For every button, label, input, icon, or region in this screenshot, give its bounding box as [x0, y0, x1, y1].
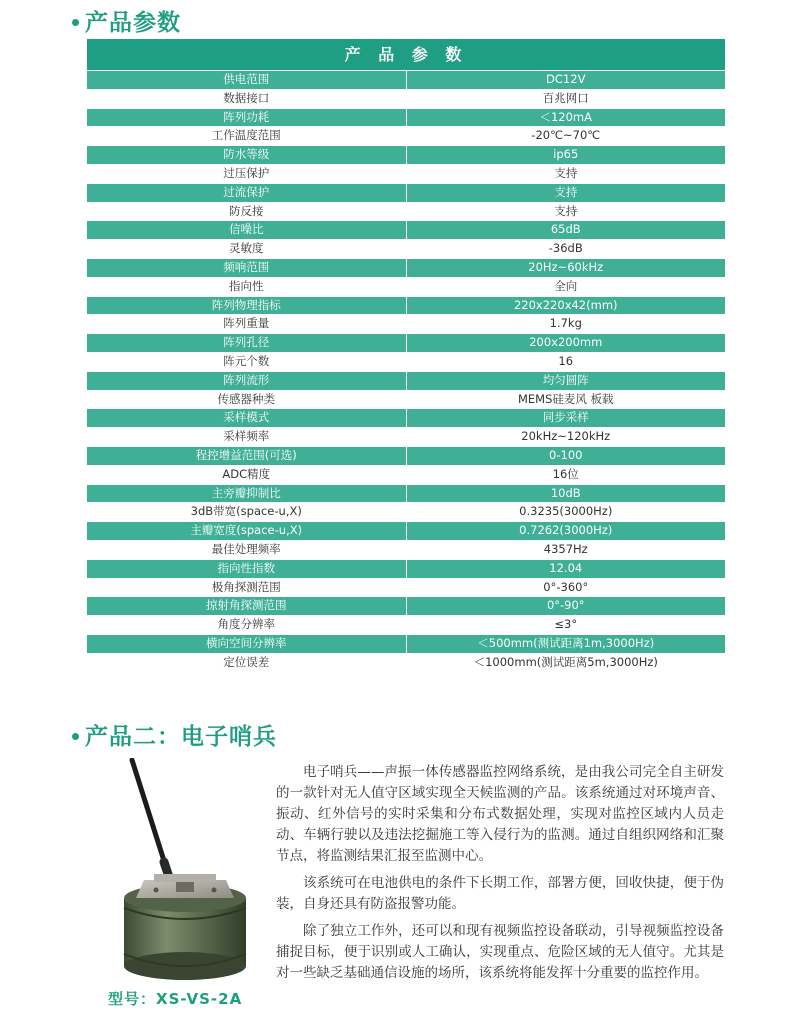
section-title-text: 产品参数 [85, 10, 181, 36]
param-name-cell: 灵敏度 [87, 240, 407, 259]
table-row [87, 484, 726, 503]
table-row [87, 71, 726, 90]
param-name-cell: 信噪比 [87, 221, 407, 240]
param-value-cell: ip65 [406, 146, 726, 165]
table-row [87, 352, 726, 371]
param-value-cell: 0°-360° [406, 578, 726, 597]
description-paragraph-1: 电子哨兵——声振一体传感器监控网络系统，是由我公司完全自主研发的一款针对无人值守区域实现全天候监测的产品。该系统通过对环境声音、振动、红外信号的实时采集和分布式数据处理，实现对监控区域内人员走动、车辆行驶以及违法挖掘施工等入侵行为的监测。通过自组织网络和汇聚节点，将监测结果汇报至监测中心。 [276, 764, 724, 864]
table-row [87, 183, 726, 202]
param-name-cell: 阵列物理指标 [87, 296, 407, 315]
param-name-cell: 防水等级 [87, 146, 407, 165]
param-name-cell: 最佳处理频率 [87, 540, 407, 559]
param-name-cell: 采样模式 [87, 409, 407, 428]
table-row [87, 277, 726, 296]
param-value-cell: 200x200mm [406, 334, 726, 353]
table-row [87, 89, 726, 108]
param-value-cell: -36dB [406, 240, 726, 259]
description-paragraph-2: 该系统可在电池供电的条件下长期工作，部署方便，回收快捷，便于伪装，自身还具有防盗报警功能。 [276, 875, 724, 912]
param-value-cell: 全向 [406, 277, 726, 296]
table-row [87, 240, 726, 259]
section-title-product-two [72, 718, 277, 751]
param-value-cell: 4357Hz [406, 540, 726, 559]
param-value-cell: 0°-90° [406, 597, 726, 616]
table-row [87, 334, 726, 353]
table-row [87, 540, 726, 559]
table-row [87, 258, 726, 277]
param-value-cell: ＜120mA [406, 108, 726, 127]
param-value-cell: 同步采样 [406, 409, 726, 428]
table-row [87, 522, 726, 541]
param-name-cell: 指向性 [87, 277, 407, 296]
param-value-cell: 20kHz~120kHz [406, 428, 726, 447]
product-description [276, 762, 724, 990]
table-row [87, 446, 726, 465]
param-value-cell: 220x220x42(mm) [406, 296, 726, 315]
param-name-cell: 频响范围 [87, 258, 407, 277]
param-name-cell: 横向空间分辨率 [87, 634, 407, 653]
param-value-cell: 0.7262(3000Hz) [406, 522, 726, 541]
param-name-cell: 定位误差 [87, 653, 407, 672]
param-value-cell: 均匀圆阵 [406, 371, 726, 390]
table-row [87, 315, 726, 334]
param-name-cell: 程控增益范围(可选) [87, 446, 407, 465]
param-name-cell: 过压保护 [87, 164, 407, 183]
param-name-cell: 防反接 [87, 202, 407, 221]
param-name-cell: 阵列流形 [87, 371, 407, 390]
table-row [87, 559, 726, 578]
param-name-cell: 数据接口 [87, 89, 407, 108]
param-value-cell: 65dB [406, 221, 726, 240]
electronic-sentry-device-image [110, 758, 260, 990]
param-value-cell: 16位 [406, 465, 726, 484]
param-value-cell: ＜1000mm(测试距离5m,3000Hz) [406, 653, 726, 672]
param-value-cell: 支持 [406, 202, 726, 221]
param-value-cell: ＜500mm(测试距离1m,3000Hz) [406, 634, 726, 653]
table-row [87, 221, 726, 240]
section-title-text: 产品二：电子哨兵 [85, 724, 277, 750]
param-name-cell: 掠射角探测范围 [87, 597, 407, 616]
param-name-cell: 阵列孔径 [87, 334, 407, 353]
param-value-cell: 0-100 [406, 446, 726, 465]
bullet-dot-icon [72, 733, 79, 740]
param-name-cell: 3dB带宽(space-u,X) [87, 503, 407, 522]
description-paragraph-3: 除了独立工作外，还可以和现有视频监控设备联动，引导视频监控设备捕捉目标，便于识别或人工确认，实现重点、危险区域的无人值守。尤其是对一些缺乏基础通信设施的场所，该系统将能发挥十分重要的监控作用。 [276, 923, 724, 981]
param-value-cell: 支持 [406, 164, 726, 183]
param-name-cell: 阵列功耗 [87, 108, 407, 127]
param-value-cell: 20Hz~60kHz [406, 258, 726, 277]
param-value-cell: DC12V [406, 71, 726, 90]
param-value-cell: MEMS硅麦风 板载 [406, 390, 726, 409]
param-name-cell: 角度分辨率 [87, 616, 407, 635]
bullet-dot-icon [72, 19, 79, 26]
product-model-label: 型号：XS-VS-2A [108, 990, 243, 1008]
table-row [87, 164, 726, 183]
parameter-table [86, 38, 726, 673]
table-header-row [87, 39, 726, 71]
param-value-cell: 1.7kg [406, 315, 726, 334]
table-row [87, 296, 726, 315]
table-row [87, 409, 726, 428]
table-row [87, 428, 726, 447]
table-row [87, 146, 726, 165]
table-row [87, 634, 726, 653]
section-title-parameters [72, 4, 181, 37]
param-name-cell: 传感器种类 [87, 390, 407, 409]
table-row [87, 597, 726, 616]
table-row [87, 202, 726, 221]
table-row [87, 390, 726, 409]
table-row [87, 616, 726, 635]
param-value-cell: ≤3° [406, 616, 726, 635]
param-name-cell: 工作温度范围 [87, 127, 407, 146]
param-name-cell: 指向性指数 [87, 559, 407, 578]
param-value-cell: 支持 [406, 183, 726, 202]
param-value-cell: 百兆网口 [406, 89, 726, 108]
param-name-cell: 主瓣宽度(space-u,X) [87, 522, 407, 541]
table-row [87, 503, 726, 522]
param-name-cell: 阵列重量 [87, 315, 407, 334]
param-value-cell: -20℃~70℃ [406, 127, 726, 146]
table-row [87, 465, 726, 484]
param-value-cell: 0.3235(3000Hz) [406, 503, 726, 522]
table-row [87, 127, 726, 146]
param-name-cell: 主旁瓣抑制比 [87, 484, 407, 503]
param-name-cell: 采样频率 [87, 428, 407, 447]
param-name-cell: ADC精度 [87, 465, 407, 484]
table-row [87, 108, 726, 127]
param-name-cell: 过流保护 [87, 183, 407, 202]
param-value-cell: 16 [406, 352, 726, 371]
table-header: 产 品 参 数 [87, 39, 726, 71]
table-row [87, 653, 726, 672]
param-value-cell: 12.04 [406, 559, 726, 578]
param-value-cell: 10dB [406, 484, 726, 503]
param-name-cell: 阵元个数 [87, 352, 407, 371]
table-row [87, 371, 726, 390]
table-row [87, 578, 726, 597]
param-name-cell: 极角探测范围 [87, 578, 407, 597]
param-name-cell: 供电范围 [87, 71, 407, 90]
